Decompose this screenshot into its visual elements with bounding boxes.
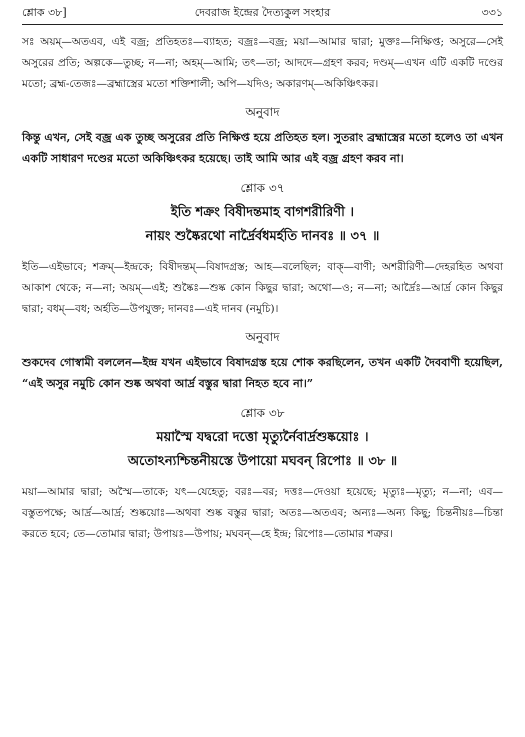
translation-heading-37: অনুবাদ bbox=[245, 330, 280, 344]
translation-text-1: কিন্তু এখন, সেই বজ্র এক তুচ্ছ অসুরের প্রতি নিক্ষিপ্ত হয়ে প্রতিহত হল। সুতরাং ব্রহ্মাস্ত্রের মতো হলেও তা এখন একটি সাধারণ দণ্ডের মতো অকিঞ্চিৎকর হয়েছে। তাই আমি আর এই বজ্র গ্রহণ করব না। bbox=[22, 131, 503, 165]
synonyms-block-37: ইতি—এইভাবে; শক্রম্—ইন্দ্রকে; বিষীদন্তম্—বিষাদগ্রস্ত; আহ—বলেছিল; বাক্—বাণী; অশরীরিণী—দেহরহিত অথবা আকাশ থেকে; ন—না; অয়ম্—এই; শুষ্কৈঃ—শুষ্ক কোন কিছুর দ্বারা; অথো—ও; ন—না; আর্দ্রৈঃ—আর্দ্র কোন কিছুর দ্বারা; বধম্—বধ; অর্হতি—উপযুক্ত; দানবঃ—এই দানব (নমুচি)। bbox=[22, 261, 503, 315]
shloka-37-verse-line-1: ইতি শক্রং বিষীদন্তমাহ বাগশরীরিণী । bbox=[170, 205, 355, 220]
translation-heading-1: অনুবাদ bbox=[245, 105, 280, 119]
spacer bbox=[22, 474, 503, 482]
translation-text-37: শুকদেব গোস্বামী বললেন—ইন্দ্র যখন এইভাবে বিষাদগ্রস্ত হয়ে শোক করছিলেন, তখন একটি দৈববাণী হয়েছিল, “এই অসুর নমুচি কোন শুষ্ক অথবা আর্দ্র বস্তুর দ্বারা নিহত হবে না।” bbox=[22, 356, 503, 390]
header-left: শ্লোক ৩৮] bbox=[22, 5, 67, 19]
shloka-37-title: শ্লোক ৩৭ bbox=[240, 181, 285, 195]
page-number: ৩৩১ bbox=[481, 5, 503, 19]
header-title: দেবরাজ ইন্দ্রের দৈত্যকুল সংহার bbox=[194, 5, 331, 19]
shloka-38-title: শ্লোক ৩৮ bbox=[240, 406, 285, 420]
header-rule bbox=[22, 24, 503, 25]
shloka-37-verse-line-2: নায়ং শুষ্কৈরথো নার্দ্রৈর্বধমর্হতি দানবঃ ॥ ৩৭ ॥ bbox=[145, 229, 380, 244]
shloka-38-verse-line-2: অতোঽন্যশ্চিন্তনীয়স্তে উপায়ো মঘবন্ রিপোঃ ॥ ৩৮ ॥ bbox=[127, 454, 398, 469]
synonyms-block-38: ময়া—আমার দ্বারা; অস্মৈ—তাকে; যৎ—যেহেতু; বরঃ—বর; দত্তঃ—দেওয়া হয়েছে; মৃত্যুঃ—মৃত্যু; ন—না; এব—বস্তুতপক্ষে; আর্দ্র—আর্দ্র; শুষ্কয়োঃ—অথবা শুষ্ক বস্তুর দ্বারা; অতঃ—অতএব; অন্যঃ—অন্য কিছু; চিন্তনীয়ঃ—চিন্তা করতে হবে; তে—তোমার দ্বারা; উপায়ঃ—উপায়; মঘবন্—হে ইন্দ্র; রিপোঃ—তোমার শত্রুর। bbox=[22, 486, 503, 540]
spacer bbox=[22, 249, 503, 257]
shloka-38-verse-line-1: ময়াস্মৈ যদ্বরো দত্তো মৃত্যুর্নৈবার্দ্রশুষ্কয়োঃ । bbox=[156, 430, 369, 445]
synonyms-block-1: সঃ অয়ম্—অতএব, এই বজ্র; প্রতিহতঃ—ব্যাহত; বজ্রঃ—বজ্র; ময়া—আমার দ্বারা; মুক্তঃ—নিক্ষিপ্ত; অসুরে—সেই অসুরের প্রতি; অল্পকে—তুচ্ছ; ন—না; অহম্—আমি; তৎ—তা; আদদে—গ্রহণ করব; দণ্ডম্—এখন এটি একটি দণ্ডের মতো; ব্রহ্ম-তেজঃ—ব্রহ্মাস্ত্রের মতো শক্তিশালী; অপি—যদিও; অকারণম্—অকিঞ্চিৎকর। bbox=[22, 36, 503, 90]
page-header bbox=[22, 4, 503, 22]
page-content bbox=[22, 32, 503, 549]
